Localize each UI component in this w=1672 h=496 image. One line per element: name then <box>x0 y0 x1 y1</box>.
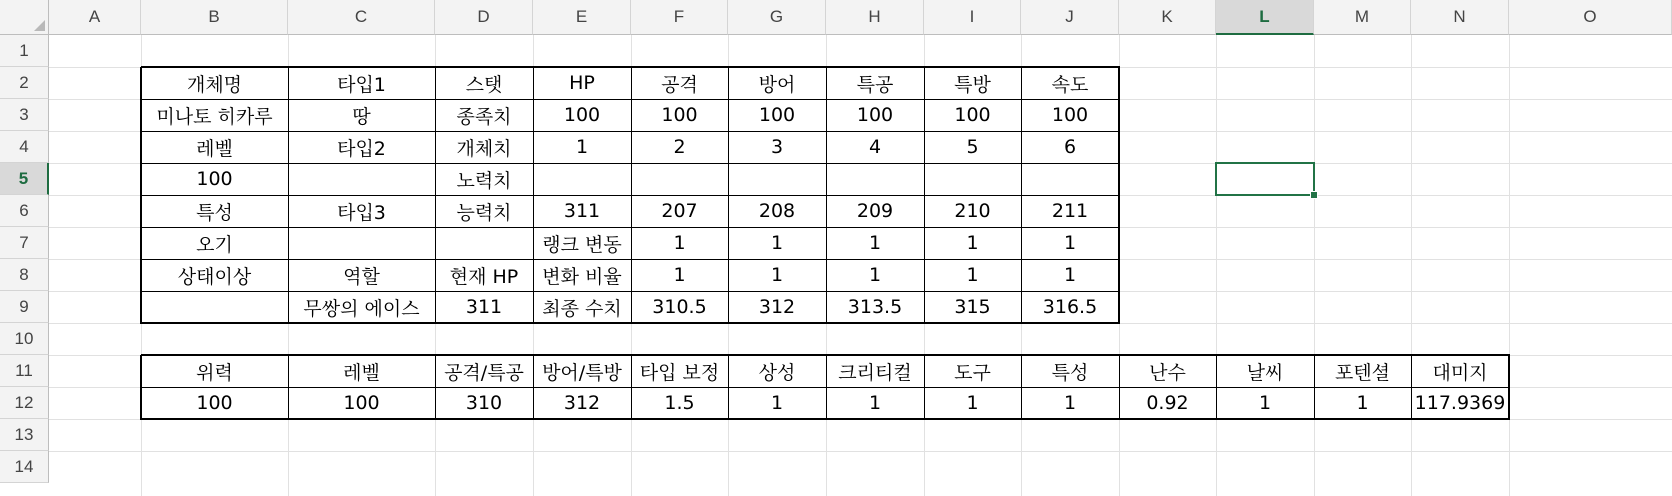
table-border-line <box>141 387 1510 388</box>
cell-b12[interactable]: 100 <box>196 392 233 414</box>
cell-c12[interactable]: 100 <box>343 392 380 414</box>
cell-j8[interactable]: 1 <box>1063 264 1077 286</box>
cell-f4[interactable]: 2 <box>673 136 686 158</box>
cell-m12[interactable]: 1 <box>1356 392 1369 414</box>
gridline-horizontal <box>49 451 1672 452</box>
column-header-a[interactable]: A <box>49 0 141 35</box>
cell-e2[interactable]: HP <box>569 72 595 94</box>
cell-j2[interactable]: 속도 <box>1051 73 1089 96</box>
cell-e11[interactable]: 방어/특방 <box>542 361 622 384</box>
cell-b2[interactable]: 개체명 <box>186 73 243 96</box>
cell-b4[interactable]: 레벨 <box>196 137 233 160</box>
cell-k12[interactable]: 0.92 <box>1146 392 1189 414</box>
cell-k11[interactable]: 난수 <box>1149 361 1186 384</box>
table-border-line <box>141 259 1120 260</box>
row-header-6[interactable]: 6 <box>0 195 49 227</box>
cell-d3[interactable]: 종족치 <box>456 105 512 128</box>
cell-c9[interactable]: 무쌍의 에이스 <box>303 297 420 320</box>
cell-h8[interactable]: 1 <box>868 264 882 286</box>
cell-g11[interactable]: 상성 <box>758 361 796 384</box>
cell-f8[interactable]: 1 <box>673 264 686 286</box>
cell-g6[interactable]: 208 <box>758 200 796 222</box>
row-header-8[interactable]: 8 <box>0 259 49 291</box>
cell-h4[interactable]: 4 <box>868 136 882 158</box>
cell-e6[interactable]: 311 <box>563 200 601 222</box>
cell-h3[interactable]: 100 <box>856 104 894 126</box>
table-border-line <box>141 66 1120 68</box>
row-header-9[interactable]: 9 <box>0 291 49 323</box>
row-header-5[interactable]: 5 <box>0 163 49 195</box>
cell-h12[interactable]: 1 <box>868 392 882 414</box>
cell-i7[interactable]: 1 <box>966 232 979 254</box>
cell-j3[interactable]: 100 <box>1051 104 1089 126</box>
cell-f11[interactable]: 타입 보정 <box>639 361 720 384</box>
cell-h6[interactable]: 209 <box>856 200 894 222</box>
row-header-14[interactable]: 14 <box>0 451 49 483</box>
table-border-line <box>141 291 1120 292</box>
cell-i4[interactable]: 5 <box>966 136 979 158</box>
cell-j6[interactable]: 211 <box>1051 200 1089 222</box>
cell-h9[interactable]: 313.5 <box>847 296 903 318</box>
select-all-corner[interactable] <box>0 0 49 35</box>
cell-d8[interactable]: 현재 HP <box>449 265 519 288</box>
cell-b3[interactable]: 미나토 히카루 <box>156 105 273 128</box>
column-header-g[interactable]: G <box>728 0 826 35</box>
cell-h2[interactable]: 특공 <box>856 73 894 96</box>
cell-i11[interactable]: 도구 <box>954 361 991 384</box>
cell-e3[interactable]: 100 <box>563 104 601 126</box>
gridline-vertical <box>1314 35 1315 496</box>
row-header-1[interactable]: 1 <box>0 35 49 67</box>
table-border-line <box>141 227 1120 228</box>
cell-e4[interactable]: 1 <box>575 136 589 158</box>
cell-d5[interactable]: 노력치 <box>456 169 512 192</box>
cell-c3[interactable]: 땅 <box>352 105 371 128</box>
cell-e8[interactable]: 변화 비율 <box>542 265 622 288</box>
row-header-3[interactable]: 3 <box>0 99 49 131</box>
row-header-12[interactable]: 12 <box>0 387 49 419</box>
cell-h7[interactable]: 1 <box>868 232 882 254</box>
cell-f6[interactable]: 207 <box>661 200 698 222</box>
gridline-vertical <box>1509 35 1510 496</box>
cell-b11[interactable]: 위력 <box>196 361 233 384</box>
table-border-line <box>141 99 1120 100</box>
cell-l11[interactable]: 날씨 <box>1246 361 1284 384</box>
column-header-l[interactable]: L <box>1216 0 1314 35</box>
selected-cell-outline[interactable] <box>1215 162 1315 196</box>
column-header-f[interactable]: F <box>631 0 728 35</box>
row-header-11[interactable]: 11 <box>0 355 49 387</box>
cell-i12[interactable]: 1 <box>966 392 979 414</box>
row-header-7[interactable]: 7 <box>0 227 49 259</box>
cell-e9[interactable]: 최종 수치 <box>542 297 622 320</box>
column-header-b[interactable]: B <box>141 0 288 35</box>
column-header-n[interactable]: N <box>1411 0 1509 35</box>
table-border-line <box>141 354 1510 356</box>
cell-h11[interactable]: 크리티컬 <box>838 361 912 384</box>
row-header-13[interactable]: 13 <box>0 419 49 451</box>
table-border-line <box>141 418 1510 420</box>
cell-j11[interactable]: 특성 <box>1051 361 1089 384</box>
cell-c2[interactable]: 타입1 <box>337 73 386 96</box>
table-border-line <box>141 195 1120 196</box>
cell-i2[interactable]: 특방 <box>954 73 991 96</box>
cell-g12[interactable]: 1 <box>770 392 784 414</box>
cell-i8[interactable]: 1 <box>966 264 979 286</box>
cell-g2[interactable]: 방어 <box>758 73 796 96</box>
column-header-i[interactable]: I <box>924 0 1021 35</box>
column-header-e[interactable]: E <box>533 0 631 35</box>
cell-f2[interactable]: 공격 <box>661 73 698 96</box>
cell-b8[interactable]: 상태이상 <box>177 265 252 288</box>
cell-g3[interactable]: 100 <box>758 104 796 126</box>
cell-f12[interactable]: 1.5 <box>664 392 695 414</box>
table-border-line <box>141 131 1120 132</box>
table-border-line <box>141 163 1120 164</box>
cell-b7[interactable]: 오기 <box>196 233 233 256</box>
cell-c8[interactable]: 역할 <box>343 265 380 288</box>
column-header-o[interactable]: O <box>1509 0 1672 35</box>
cell-d9[interactable]: 311 <box>465 296 503 318</box>
cell-g7[interactable]: 1 <box>770 232 784 254</box>
cell-m11[interactable]: 포텐셜 <box>1334 361 1391 384</box>
row-header-4[interactable]: 4 <box>0 131 49 163</box>
cell-c11[interactable]: 레벨 <box>343 361 380 384</box>
cell-b6[interactable]: 특성 <box>196 201 233 224</box>
gridline-vertical <box>1216 35 1217 496</box>
cell-d11[interactable]: 공격/특공 <box>444 361 524 384</box>
cell-i9[interactable]: 315 <box>954 296 991 318</box>
cell-d4[interactable]: 개체치 <box>456 137 512 160</box>
column-header-m[interactable]: M <box>1314 0 1411 35</box>
cell-d2[interactable]: 스탯 <box>465 73 503 96</box>
gridline-vertical <box>1411 35 1412 496</box>
cell-e12[interactable]: 312 <box>563 392 601 414</box>
fill-handle[interactable] <box>1310 191 1318 199</box>
cell-d6[interactable]: 능력치 <box>456 201 512 224</box>
table-border-line <box>141 322 1120 324</box>
cell-n11[interactable]: 대미지 <box>1432 361 1488 384</box>
row-header-10[interactable]: 10 <box>0 323 49 355</box>
row-header-2[interactable]: 2 <box>0 67 49 99</box>
cell-g8[interactable]: 1 <box>770 264 784 286</box>
cell-c6[interactable]: 타입3 <box>337 201 386 224</box>
cell-b5[interactable]: 100 <box>196 168 233 190</box>
cell-j4[interactable]: 6 <box>1063 136 1077 158</box>
cell-j12[interactable]: 1 <box>1063 392 1077 414</box>
cell-g9[interactable]: 312 <box>758 296 796 318</box>
cell-e7[interactable]: 랭크 변동 <box>542 233 622 256</box>
column-header-c[interactable]: C <box>288 0 435 35</box>
column-header-h[interactable]: H <box>826 0 924 35</box>
column-header-k[interactable]: K <box>1119 0 1216 35</box>
cell-f3[interactable]: 100 <box>661 104 698 126</box>
cell-n12[interactable]: 117.9369 <box>1414 392 1506 414</box>
cell-f7[interactable]: 1 <box>673 232 686 254</box>
cell-j9[interactable]: 316.5 <box>1042 296 1098 318</box>
column-header-j[interactable]: J <box>1021 0 1119 35</box>
cell-j7[interactable]: 1 <box>1063 232 1077 254</box>
cell-f9[interactable]: 310.5 <box>652 296 707 318</box>
cell-d12[interactable]: 310 <box>465 392 503 414</box>
cell-c4[interactable]: 타입2 <box>337 137 386 160</box>
cell-l12[interactable]: 1 <box>1258 392 1272 414</box>
column-header-d[interactable]: D <box>435 0 533 35</box>
cell-i6[interactable]: 210 <box>954 200 991 222</box>
cell-g4[interactable]: 3 <box>770 136 784 158</box>
cell-i3[interactable]: 100 <box>954 104 991 126</box>
